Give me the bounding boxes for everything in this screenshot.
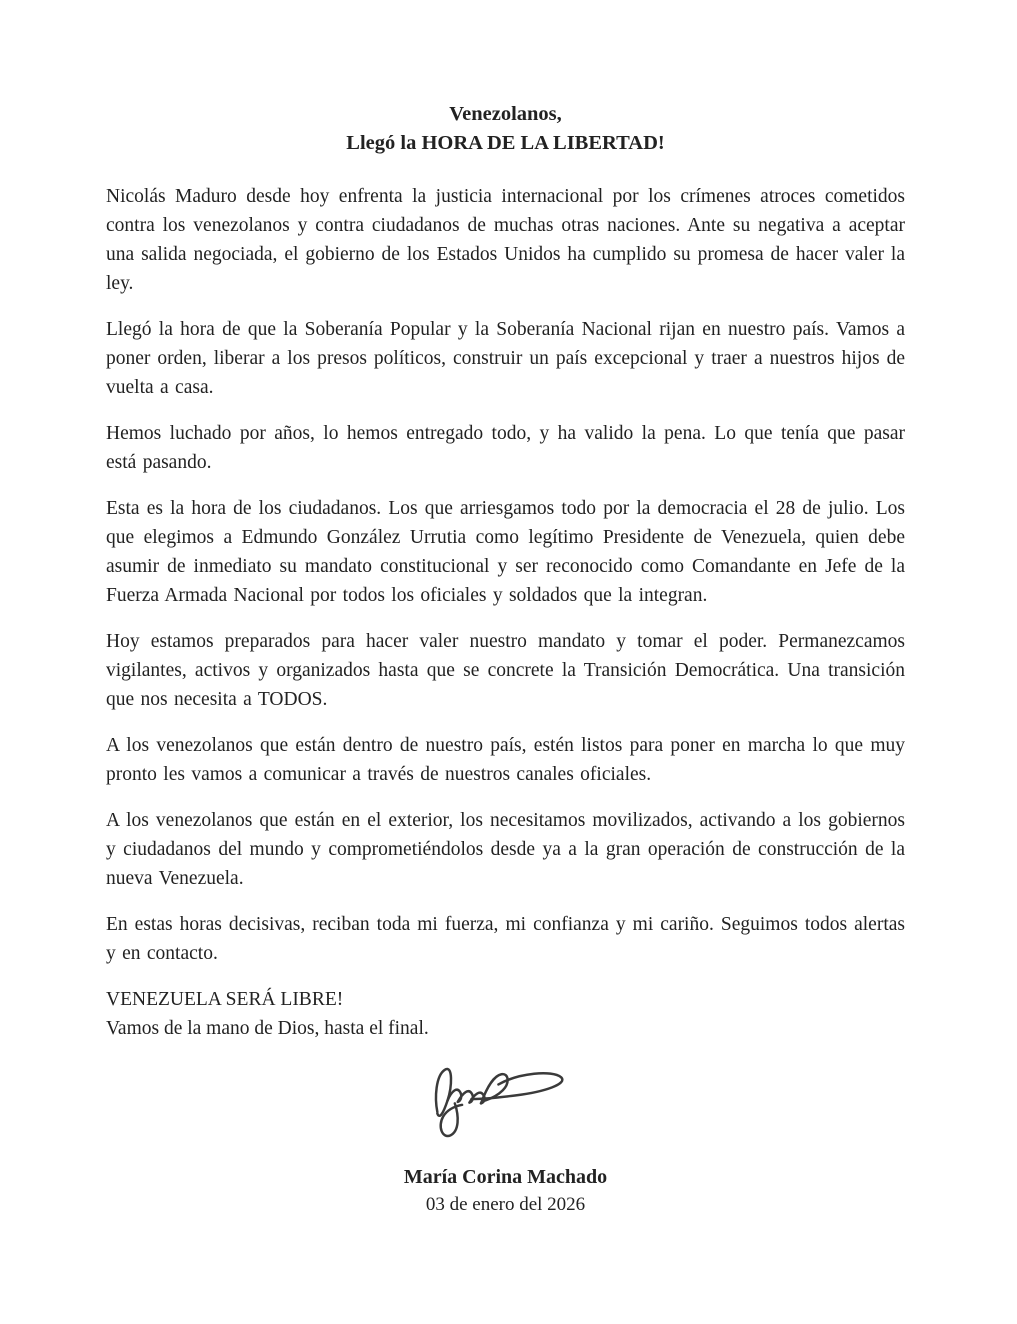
paragraph-hemos-luchado: Hemos luchado por años, lo hemos entregado todo, y ha valido la pena. Lo que tenía que pasar está pasando. bbox=[106, 423, 905, 473]
paragraph-ciudadanos: Esta es la hora de los ciudadanos. Los que arriesgamos todo por la democracia el 28 de julio. Los que elegimos a Edmundo González Urrutia como legítimo Presidente de Venezuela, quien debe asumir de inmediato su mandato constitucional y ser reconocido como Comandante en Jefe de la Fuerza Armada Nacional por todos los oficiales y soldados que la integran. bbox=[106, 498, 905, 606]
closing-line1: VENEZUELA SERÁ LIBRE! bbox=[106, 989, 344, 1010]
closing-line2: Vamos de la mano de Dios, hasta el final. bbox=[106, 1018, 429, 1039]
handwritten-signature-icon bbox=[417, 1049, 577, 1154]
paragraph-venezolanos-exterior: A los venezolanos que están en el exterior, los necesitamos movilizados, activando a los gobiernos y ciudadanos del mundo y comprometiéndolos desde ya a la gran operación de construcción de la nueva Venezuela. bbox=[106, 810, 905, 889]
signer-date: 03 de enero del 2026 bbox=[425, 1194, 586, 1215]
letter-title-line2: Llegó la HORA DE LA LIBERTAD! bbox=[346, 132, 665, 154]
signature-block bbox=[106, 1049, 905, 1218]
letter-closing bbox=[106, 985, 905, 1043]
paragraph-maduro-justice: Nicolás Maduro desde hoy enfrenta la justicia internacional por los crímenes atroces cometidos contra los venezolanos y contra ciudadanos de muchas otras naciones. Ante su negativa a aceptar una salida negociada, el gobierno de los Estados Unidos ha cumplido su promesa de hacer valer la ley. bbox=[106, 186, 905, 294]
letter-title bbox=[106, 100, 905, 158]
signer-name: María Corina Machado bbox=[403, 1166, 608, 1188]
paragraph-soberania: Llegó la hora de que la Soberanía Popular y la Soberanía Nacional rijan en nuestro país. Vamos a poner orden, liberar a los presos políticos, construir un país excepcional y traer a nuestros hijos de vuelta a casa. bbox=[106, 319, 905, 398]
paragraph-transicion: Hoy estamos preparados para hacer valer nuestro mandato y tomar el poder. Permanezcamos vigilantes, activos y organizados hasta que se concrete la Transición Democrática. Una transición que nos necesita a TODOS. bbox=[106, 631, 905, 710]
letter-body bbox=[106, 182, 905, 968]
paragraph-venezolanos-dentro: A los venezolanos que están dentro de nuestro país, estén listos para poner en marcha lo que muy pronto les vamos a comunicar a través de nuestros canales oficiales. bbox=[106, 735, 905, 785]
letter-title-line1: Venezolanos, bbox=[449, 103, 562, 125]
paragraph-horas-decisivas: En estas horas decisivas, reciban toda mi fuerza, mi confianza y mi cariño. Seguimos todos alertas y en contacto. bbox=[106, 914, 905, 964]
